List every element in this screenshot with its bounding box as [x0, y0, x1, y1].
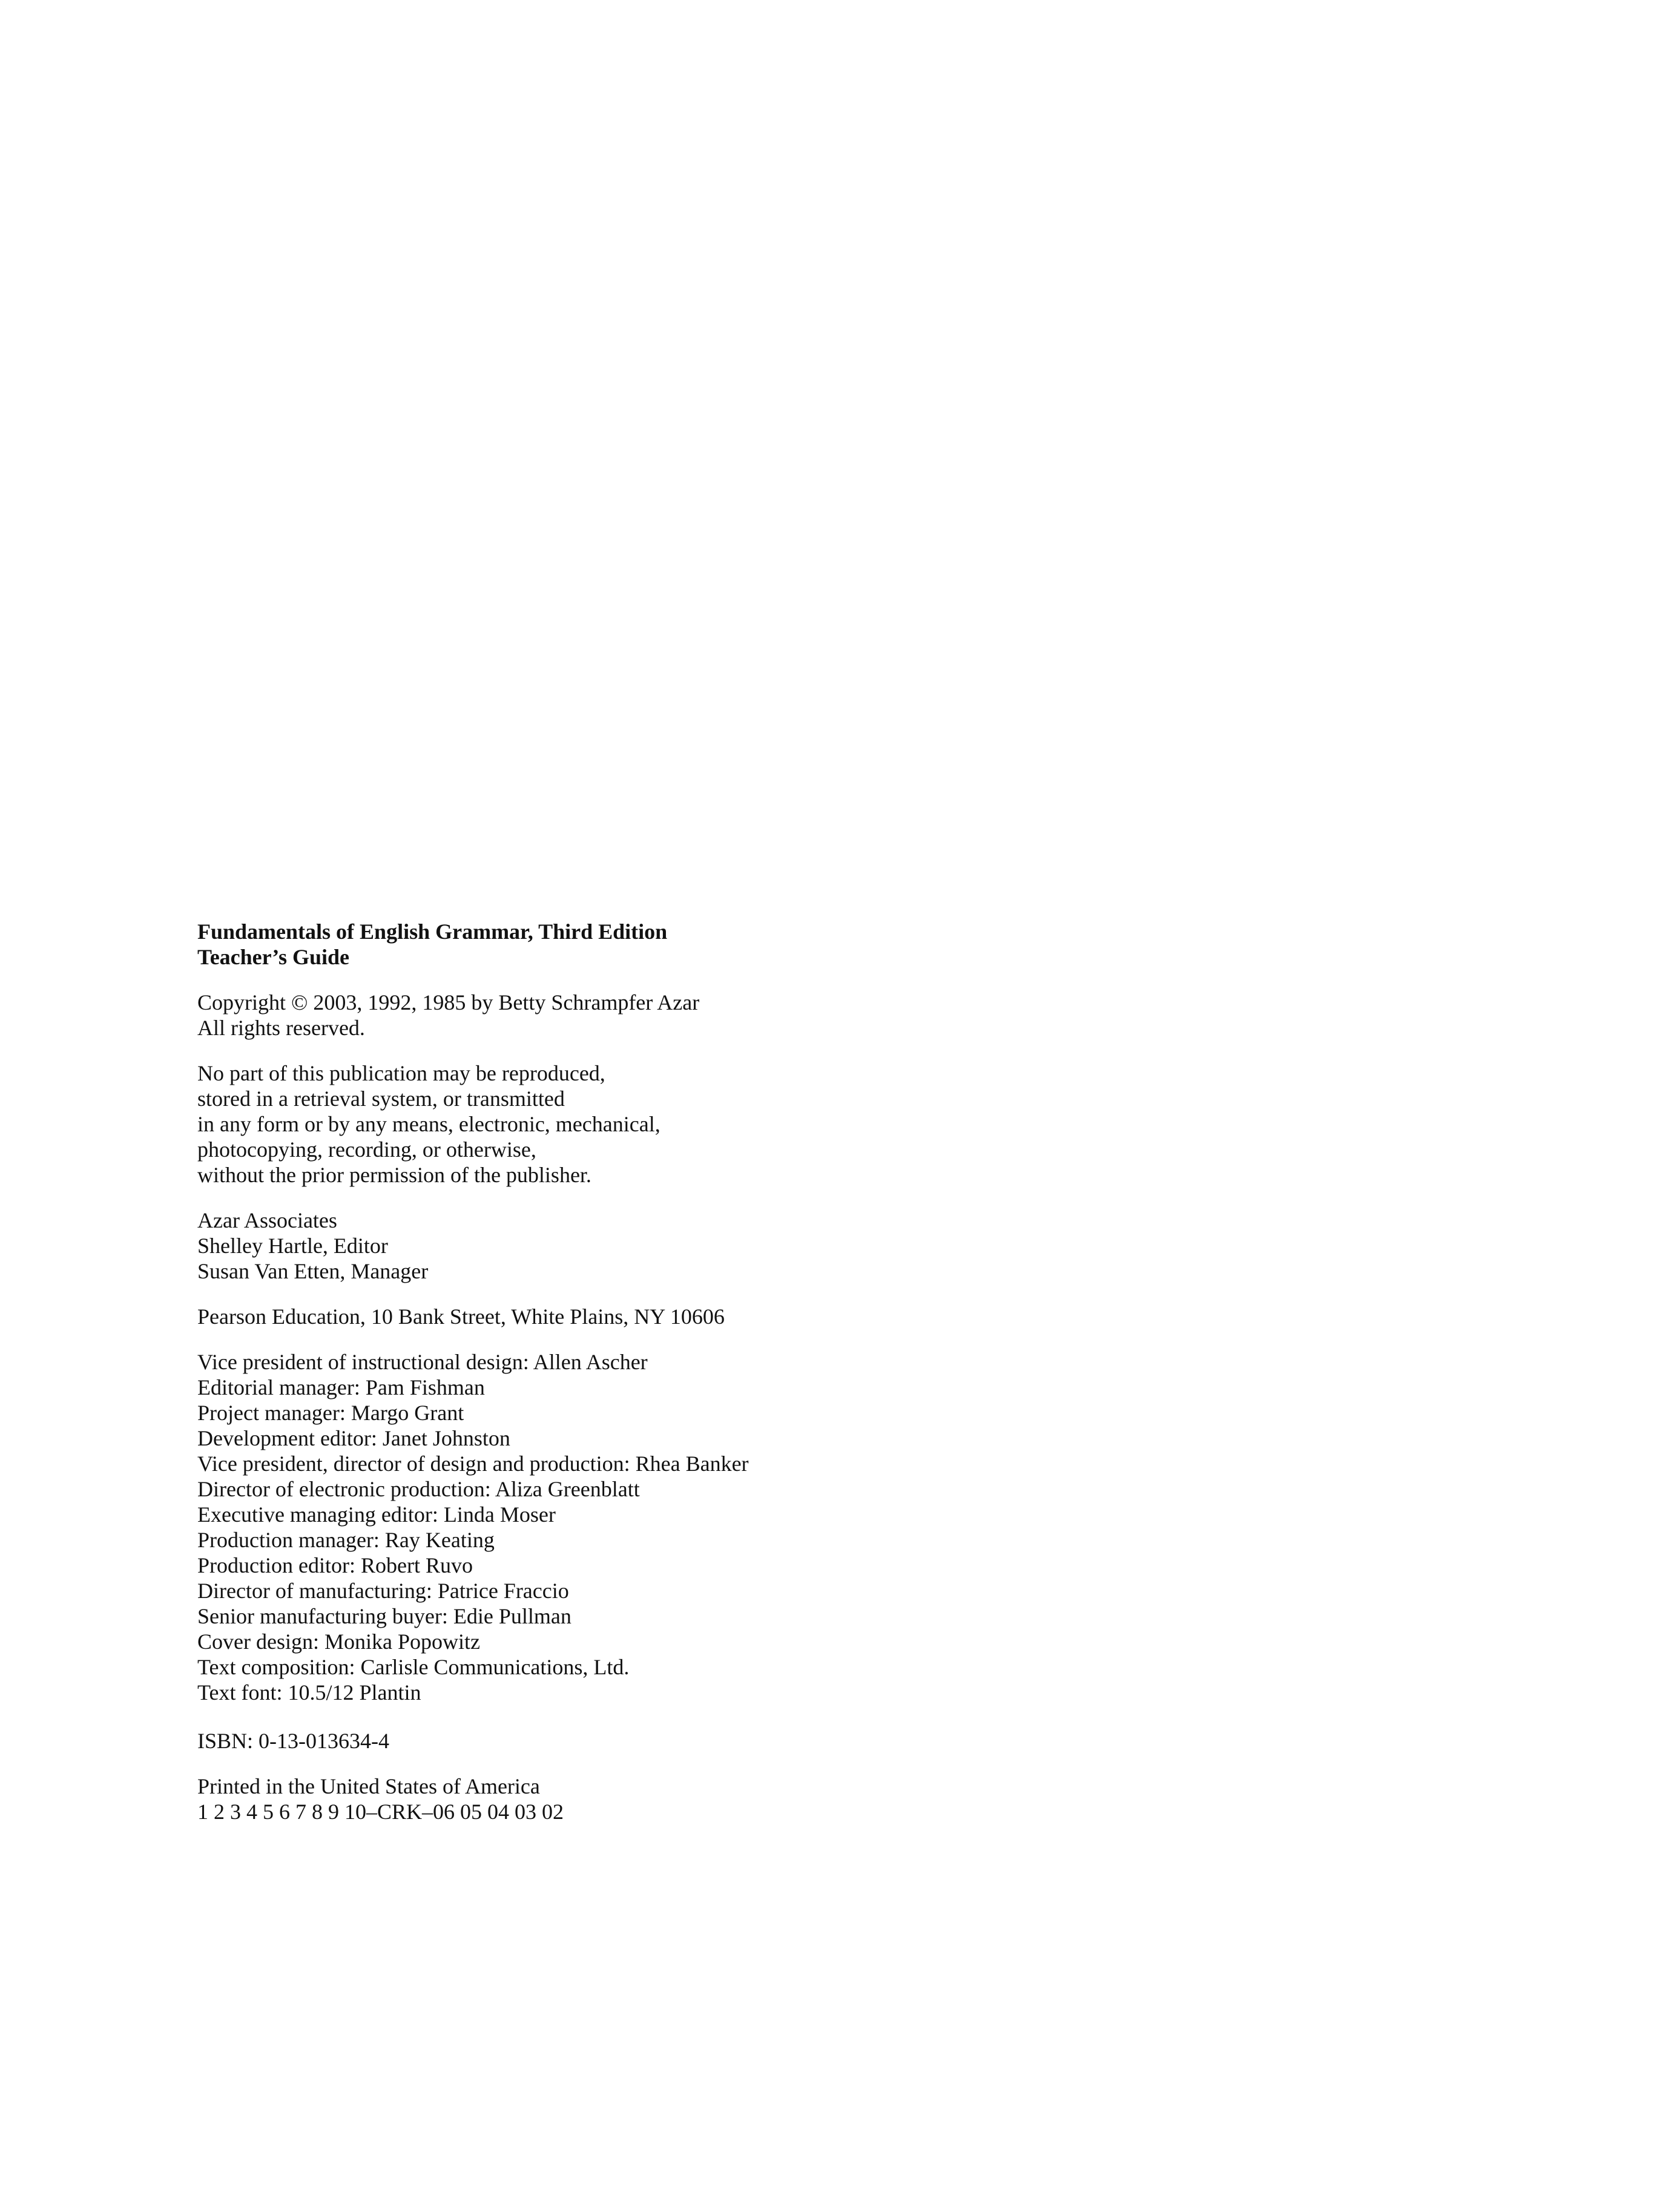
isbn: ISBN: 0-13-013634-4 [197, 1729, 389, 1753]
rights-line: All rights reserved. [197, 1016, 365, 1040]
publisher-address [197, 1304, 1105, 1329]
credit-line: Text composition: Carlisle Communications, Ltd. [197, 1655, 630, 1679]
credit-line: Text font: 10.5/12 Plantin [197, 1680, 421, 1705]
permissions-line: No part of this publication may be reproduced, [197, 1061, 605, 1085]
printing-number-line: 1 2 3 4 5 6 7 8 9 10–CRK–06 05 04 03 02 [197, 1800, 564, 1824]
credits-list [197, 1349, 1105, 1705]
credit-line: Executive managing editor: Linda Moser [197, 1502, 556, 1527]
credit-line: Senior manufacturing buyer: Edie Pullman [197, 1604, 572, 1628]
credit-line: Editorial manager: Pam Fishman [197, 1375, 485, 1399]
permissions-notice [197, 1061, 1105, 1188]
book-title: Fundamentals of English Grammar, Third Edition [197, 919, 668, 944]
publisher-address-line: Pearson Education, 10 Bank Street, White Plains, NY 10606 [197, 1304, 725, 1329]
credit-line: Cover design: Monika Popowitz [197, 1630, 480, 1654]
associates-line: Shelley Hartle, Editor [197, 1234, 388, 1258]
credit-line: Vice president of instructional design: Allen Ascher [197, 1350, 648, 1374]
permissions-line: stored in a retrieval system, or transmitted [197, 1087, 565, 1111]
printing-block [197, 1774, 1105, 1824]
credit-line: Director of electronic production: Aliza Greenblatt [197, 1477, 640, 1501]
permissions-line: photocopying, recording, or otherwise, [197, 1137, 536, 1162]
copyright-notice [197, 990, 1105, 1041]
credit-line: Production editor: Robert Ruvo [197, 1553, 473, 1577]
associates-line: Susan Van Etten, Manager [197, 1259, 429, 1283]
associates-block [197, 1208, 1105, 1284]
colophon [197, 919, 1105, 1824]
permissions-line: in any form or by any means, electronic, mechanical, [197, 1112, 660, 1136]
credit-line: Director of manufacturing: Patrice Fraccio [197, 1579, 569, 1603]
credit-line: Development editor: Janet Johnston [197, 1426, 510, 1450]
permissions-line: without the prior permission of the publisher. [197, 1163, 591, 1187]
printed-in-line: Printed in the United States of America [197, 1774, 540, 1798]
book-title-block [197, 919, 1105, 970]
credit-line: Vice president, director of design and production: Rhea Banker [197, 1452, 749, 1476]
book-subtitle: Teacher’s Guide [197, 945, 349, 969]
copyright-line: Copyright © 2003, 1992, 1985 by Betty Schrampfer Azar [197, 990, 700, 1015]
isbn-block [197, 1728, 1105, 1754]
associates-line: Azar Associates [197, 1208, 337, 1232]
credit-line: Production manager: Ray Keating [197, 1528, 495, 1552]
credit-line: Project manager: Margo Grant [197, 1401, 464, 1425]
